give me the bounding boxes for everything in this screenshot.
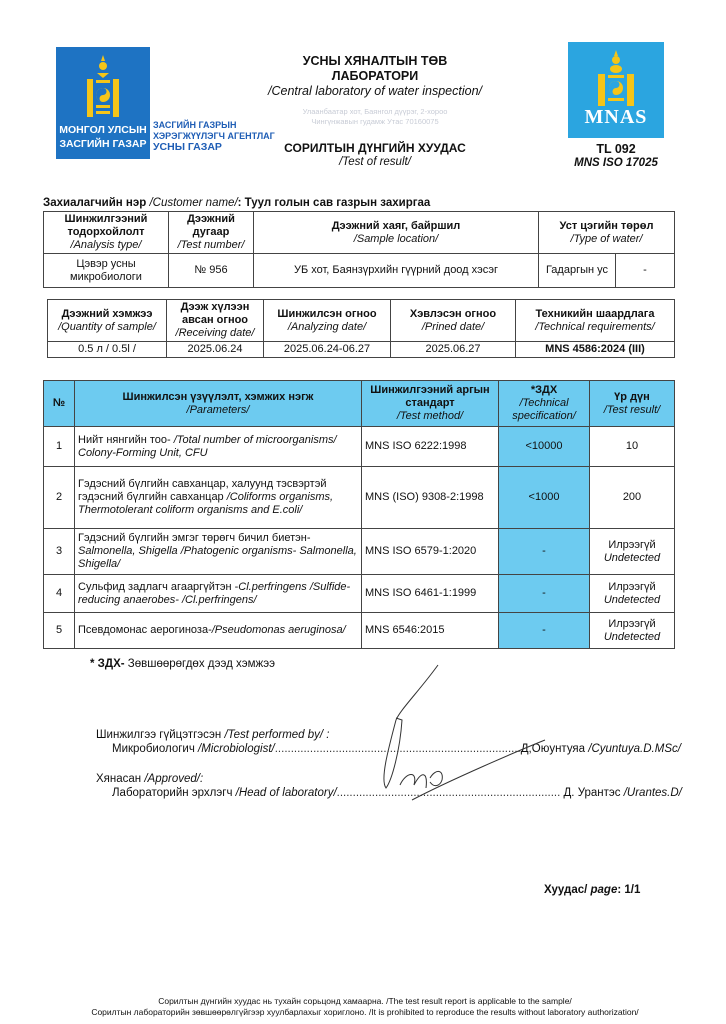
- requirements-cell: MNS 4586:2024 (III): [516, 342, 675, 358]
- gov-line-2: ЗАСГИЙН ГАЗАР: [59, 138, 147, 150]
- header-parameters: Шинжилсэн үзүүлэлт, хэмжих нэгж /Parameters/: [75, 381, 362, 427]
- header-test-method: Шинжилгээний аргын стандарт /Test method/: [362, 381, 499, 427]
- approver-signature: [400, 740, 545, 800]
- analysis-type-cell: Цэвэр усны микробиологи: [44, 254, 169, 288]
- table-header-row: [44, 381, 675, 427]
- table-header-row: [44, 212, 675, 254]
- method-cell: MNS 6546:2015: [362, 613, 499, 649]
- quantity-cell: 0.5 л / 0.5l /: [48, 342, 167, 358]
- header-technical-requirements: Техникийн шаардлага /Technical requirements/: [516, 300, 675, 342]
- customer-label-en: /Customer name/: [149, 197, 238, 209]
- header-specification: *ЗДХ /Technical specification/: [499, 381, 590, 427]
- header-receiving-date: Дээж хүлээн авсан огноо /Receiving date/: [167, 300, 264, 342]
- printed-date-cell: 2025.06.27: [391, 342, 516, 358]
- soyombo-emblem-icon: [86, 53, 120, 119]
- agency-line-2: ХЭРЭГЖҮҮЛЭГЧ АГЕНТЛАГ: [153, 131, 275, 141]
- table-row: [44, 467, 675, 529]
- water-subtype-cell: -: [616, 254, 675, 288]
- result-cell: Илрээгүй Undetected: [590, 529, 675, 575]
- performer-signature: [384, 665, 438, 788]
- accreditation-logo: [568, 42, 664, 138]
- method-cell: MNS ISO 6222:1998: [362, 427, 499, 467]
- approver-line: Лабораторийн эрхлэгч /Head of laboratory/...................................................................... Д. Урантэс /Urantes.D/: [112, 787, 682, 799]
- footer-line-2: Сорилтын лабораторийн зөвшөөрөлгүйгээр хуулбарлахыг хориглоно. /It is prohibited to reproduce the results without laboratory authorization/: [91, 1007, 639, 1017]
- approved-label: Хянасан /Approved/:: [96, 773, 204, 785]
- received-date-cell: 2025.06.24: [167, 342, 264, 358]
- doc-title-en: /Test of result/: [339, 156, 411, 168]
- table-row: [48, 342, 675, 358]
- footnote-abbr: * ЗДХ-: [90, 658, 125, 670]
- address-line-2: Чингүнжавын гудамж Утас 70160075: [311, 117, 439, 126]
- header-quantity: Дээжний хэмжээ /Quantity of sample/: [48, 300, 167, 342]
- header-no: №: [44, 381, 75, 427]
- header-sample-location: Дээжний хаяг, байршил /Sample location/: [254, 212, 539, 254]
- accreditation-info: [560, 142, 672, 170]
- address-line-1: Улаанбаатар хот, Баянгол дүүрэг, 2-хороо: [302, 107, 448, 116]
- header-test-number: Дээжний дугаар /Test number/: [169, 212, 254, 254]
- table-row: [44, 254, 675, 288]
- water-type-cell: Гадаргын ус: [539, 254, 616, 288]
- header-printed-date: Хэвлэсэн огноо /Prined date/: [391, 300, 516, 342]
- header-analysis-type: Шинжилгээний тодорхойлолт /Analysis type/: [44, 212, 169, 254]
- handwritten-signatures: [370, 660, 670, 810]
- spec-cell: -: [499, 613, 590, 649]
- gov-line-1: МОНГОЛ УЛСЫН: [59, 124, 147, 136]
- footer-line-1: Сорилтын дүнгийн хуудас нь тухайн сорьцонд хамаарна. /The test result report is applicable to the sample/: [158, 996, 572, 1006]
- footer: [60, 996, 670, 1018]
- parameter-cell: Гэдэсний бүлгийн эмгэг төрөгч бичил биетэн- Salmonella, Shigella /Phatogenic organisms- Salmonella, Shigella/: [75, 529, 362, 575]
- accreditation-code: TL 092: [596, 142, 636, 156]
- parameter-cell: Нийт нянгийн тоо- /Total number of microorganisms/ Colony-Forming Unit, CFU: [75, 427, 362, 467]
- header-test-result: Үр дүн /Test result/: [590, 381, 675, 427]
- spec-cell: <1000: [499, 467, 590, 529]
- results-table: [43, 380, 675, 649]
- mnas-wordmark: MNAS: [584, 106, 648, 128]
- header-water-type: Уст цэгийн төрөл /Type of water/: [539, 212, 675, 254]
- parameter-cell: Псевдомонас аерогиноза-/Pseudomonas aeruginosa/: [75, 613, 362, 649]
- agency-line-1: ЗАСГИЙН ГАЗРЫН: [153, 120, 237, 130]
- row-no: 2: [44, 467, 75, 529]
- result-cell: Илрээгүй Undetected: [590, 575, 675, 613]
- table-row: [44, 427, 675, 467]
- performer-name-en: /Cyuntuya.D.MSc/: [588, 743, 681, 755]
- performer-name: Д,Оюунтуяа: [520, 743, 589, 755]
- approver-name: Д. Урантэс: [563, 787, 624, 799]
- performed-by-label: Шинжилгээ гүйцэтгэсэн /Test performed by/ :: [96, 729, 330, 741]
- parameter-cell: Сульфид задлагч агааргүйтэн -Cl.perfringens /Sulfide-reducing anaerobes- /Cl.perfringens/: [75, 575, 362, 613]
- spec-cell: <10000: [499, 427, 590, 467]
- footnote: [90, 658, 275, 670]
- mnas-emblem-icon: [596, 48, 636, 110]
- test-number-cell: № 956: [169, 254, 254, 288]
- row-no: 5: [44, 613, 75, 649]
- government-logo: [56, 47, 150, 159]
- lab-title-line-1: УСНЫ ХЯНАЛТЫН ТӨВ: [302, 54, 448, 68]
- method-cell: MNS (ISO) 9308-2:1998: [362, 467, 499, 529]
- agency-line-3: УСНЫ ГАЗАР: [153, 141, 222, 153]
- doc-title: СОРИЛТЫН ДҮНГИЙН ХУУДАС: [284, 141, 466, 155]
- footnote-text: Зөвшөөрөгдөх дээд хэмжээ: [124, 658, 275, 670]
- analyzed-date-cell: 2025.06.24-06.27: [264, 342, 391, 358]
- dates-table: [47, 299, 675, 358]
- row-no: 3: [44, 529, 75, 575]
- customer-line: [43, 197, 430, 209]
- table-header-row: [48, 300, 675, 342]
- method-cell: MNS ISO 6461-1:1999: [362, 575, 499, 613]
- result-cell: Илрээгүй Undetected: [590, 613, 675, 649]
- table-row: [44, 613, 675, 649]
- method-cell: MNS ISO 6579-1:2020: [362, 529, 499, 575]
- row-no: 1: [44, 427, 75, 467]
- performer-line: Микробиологич /Microbiologist/.............................................................................Д,Оюунтуяа /Cyuntuya.D.MSc/: [112, 743, 681, 755]
- document-header: [250, 54, 500, 169]
- page-number: Хуудас/ page: 1/1: [544, 884, 641, 896]
- spec-cell: -: [499, 575, 590, 613]
- lab-title-line-2: ЛАБОРАТОРИ: [331, 69, 419, 83]
- spec-cell: -: [499, 529, 590, 575]
- customer-label: Захиалагчийн нэр: [43, 197, 150, 209]
- parameter-cell: Гэдэсний бүлгийн савханцар, халуунд тэсвэртэй гэдэсний бүлгийн савханцар /Coliforms organisms, Thermotolerant coliform organisms and E.coli/: [75, 467, 362, 529]
- row-no: 4: [44, 575, 75, 613]
- header-analyzing-date: Шинжилсэн огноо /Analyzing date/: [264, 300, 391, 342]
- accreditation-standard: MNS ISO 17025: [574, 157, 658, 169]
- customer-value: : Туул голын сав газрын захиргаа: [237, 197, 431, 209]
- location-cell: УБ хот, Баянзүрхийн гүүрний доод хэсэг: [254, 254, 539, 288]
- result-cell: 10: [590, 427, 675, 467]
- sample-info-table: [43, 211, 675, 288]
- table-row: [44, 575, 675, 613]
- result-cell: 200: [590, 467, 675, 529]
- table-row: [44, 529, 675, 575]
- approver-name-en: /Urantes.D/: [623, 787, 682, 799]
- lab-title-en: /Central laboratory of water inspection/: [268, 84, 482, 98]
